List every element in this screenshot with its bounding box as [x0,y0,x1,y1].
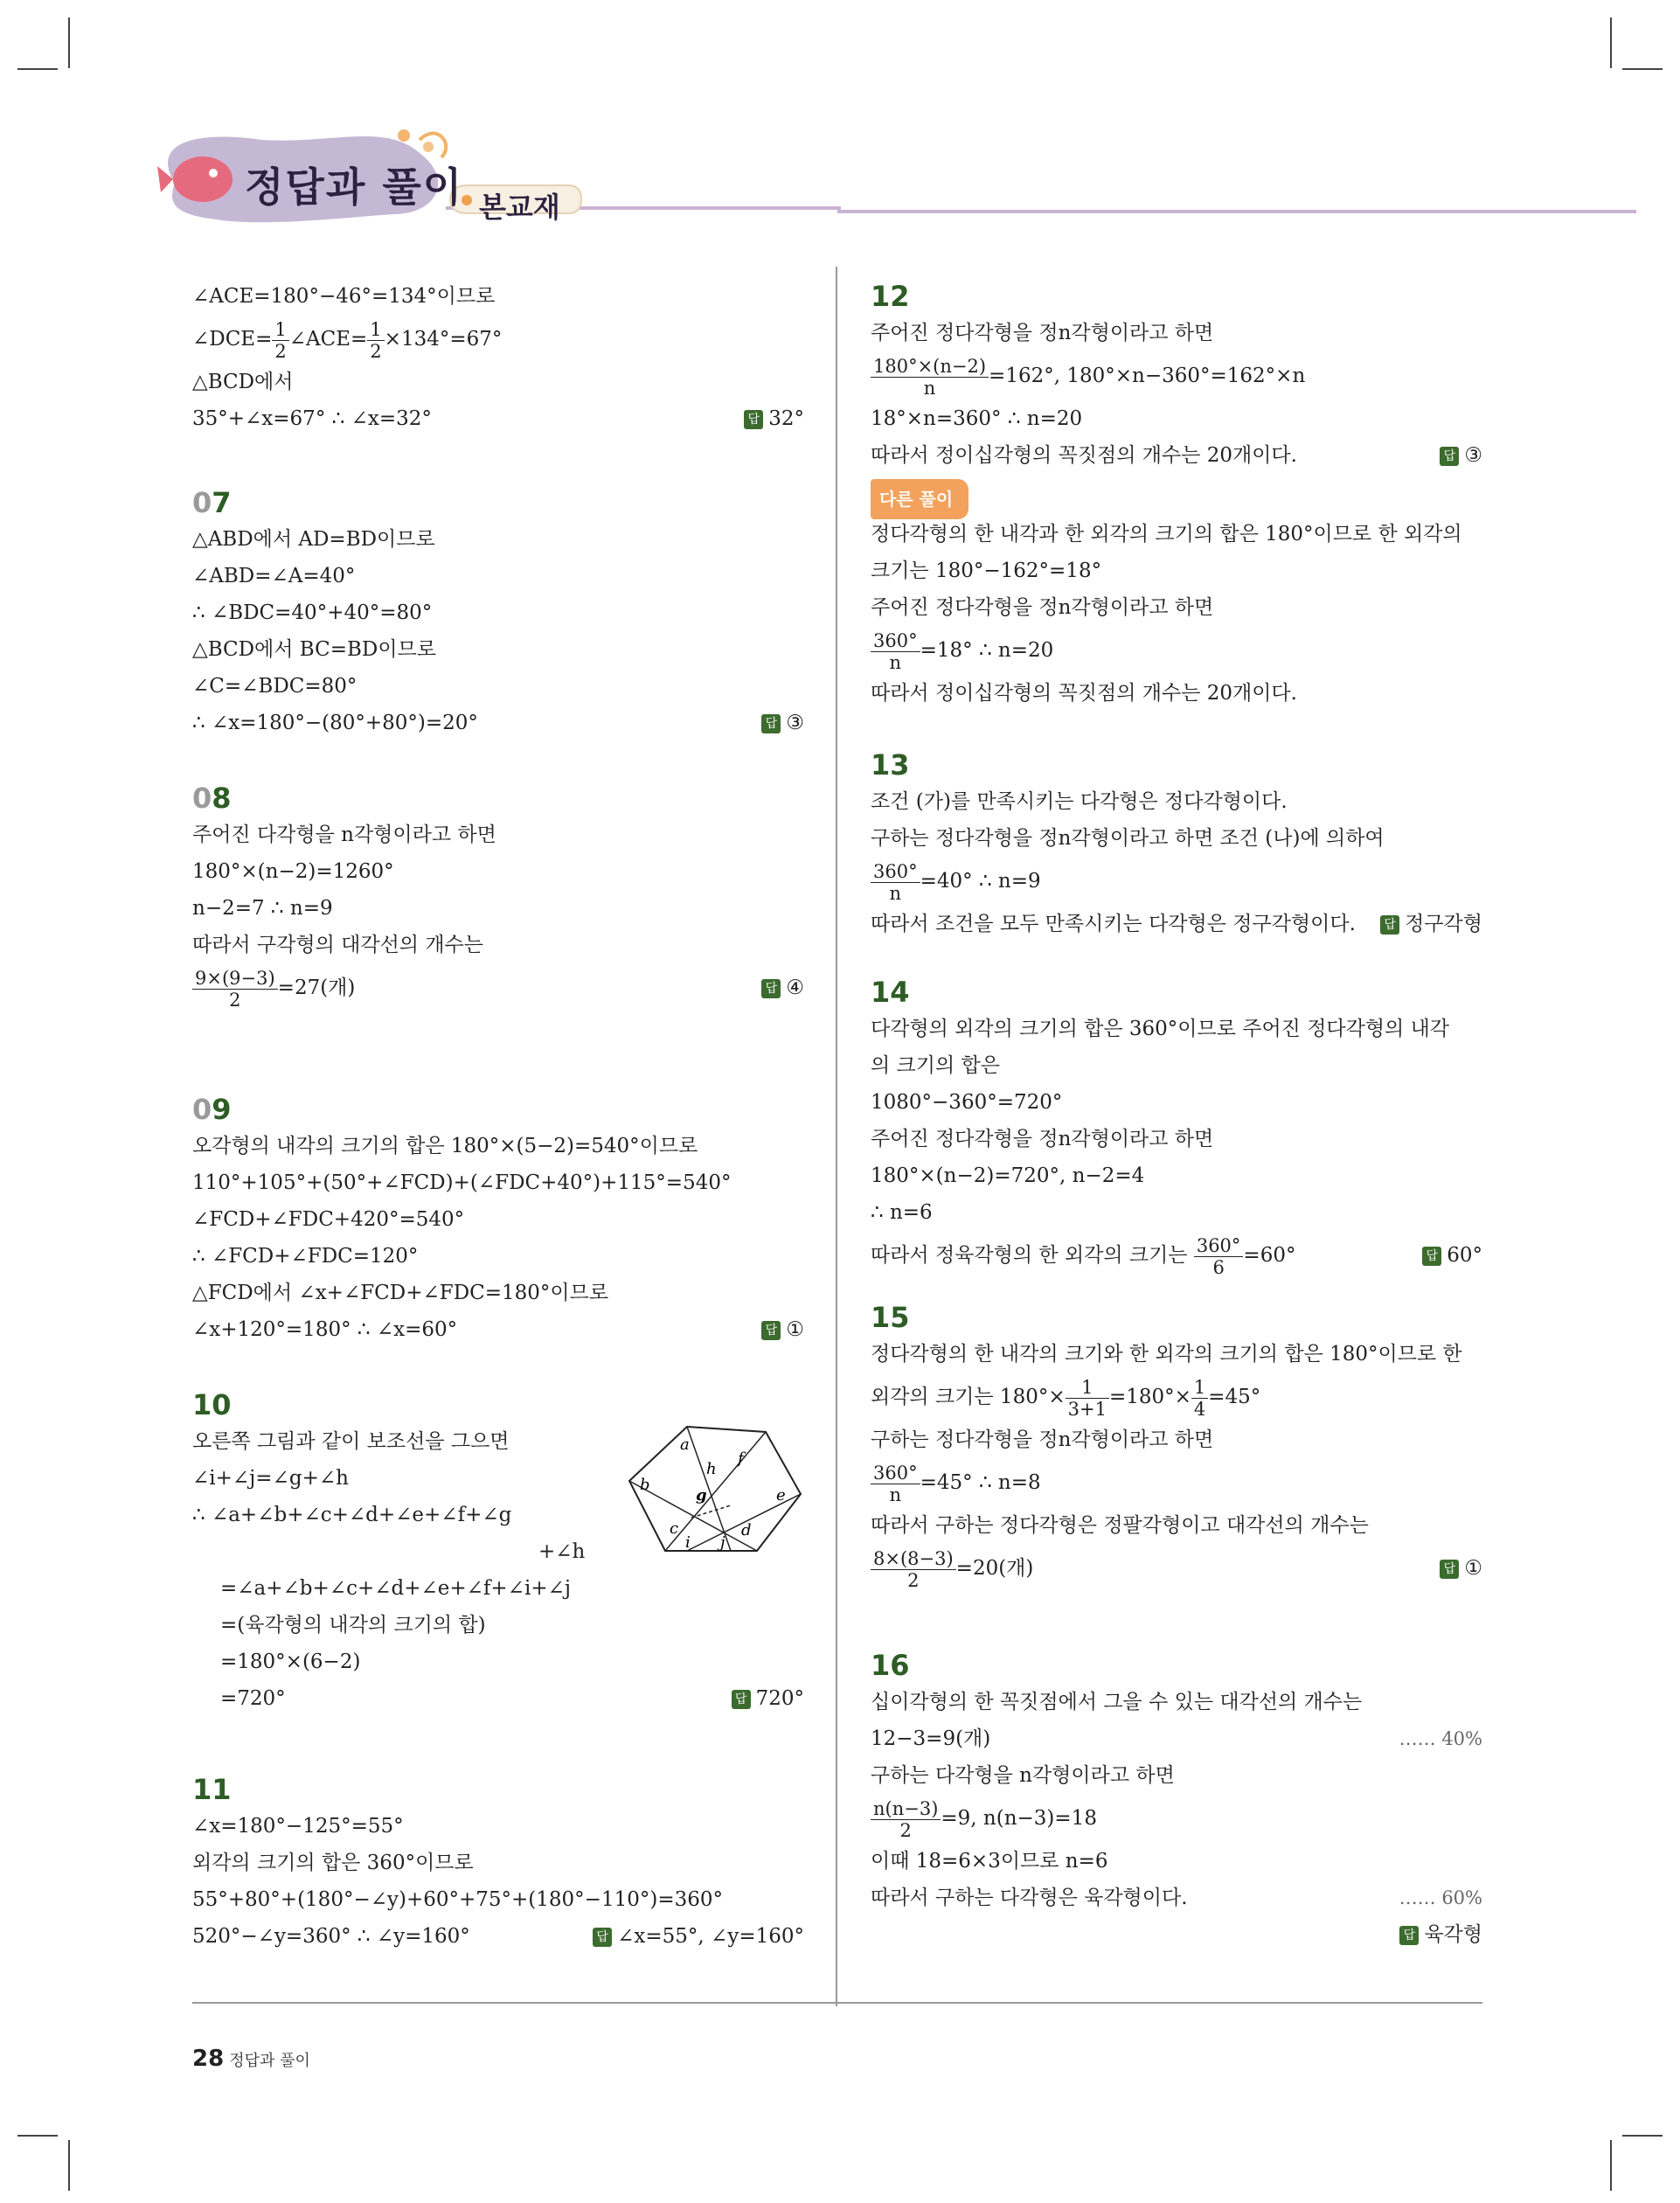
solution-line: 의 크기의 합은 [871,1054,1000,1077]
solution-line: $\frac{180^\circ\times(n-2)}{n}$ =162°, 180°×n−360°=162°×n [871,351,1482,400]
problem-number: 11 [192,1773,232,1806]
solution-line: 구하는 다각형을 n각형이라고 하면 [871,1764,1175,1787]
solution-line: ∠ABD=∠A=40° [192,565,356,587]
bottom-rule [192,2002,1482,2004]
fraction: $\frac{180^\circ\times(n-2)}{n}$ [871,356,989,399]
crop-mark [1622,2135,1663,2137]
angle-label: f [738,1449,744,1468]
answer-mark-icon: 답 [744,410,763,429]
solution-line: $\frac{n(n-3)}{2}$ =9, n(n−3)=18 [871,1794,1482,1843]
problem-11 [192,1771,804,1955]
solution-line: 다각형의 외각의 크기의 합은 360°이므로 주어진 정다각형의 내각 [871,1018,1450,1040]
crop-mark [68,2140,70,2191]
problem-16 [871,1647,1482,1953]
angle-label: b [640,1476,650,1494]
solution-line: 110°+105°+(50°+∠FCD)+(∠FDC+40°)+115°=540° [192,1171,732,1194]
solution-line: ∴ ∠x=180°−(80°+80°)=20° 답 ③ [192,705,804,741]
solution-line: 180°×(n−2)=720°, n−2=4 [871,1164,1145,1187]
page-number: 28 [192,2046,225,2072]
answer: 답 ① [1440,1544,1482,1593]
answer: 답 60° [1422,1231,1482,1280]
solution-line: $\frac{8\times(8-3)}{2}$ =20(개) 답 ① [871,1544,1482,1593]
fraction: $\frac{8\times(8-3)}{2}$ [871,1548,956,1591]
hexagon-outline [629,1427,801,1551]
angle-label: d [741,1521,752,1539]
solution-line: 따라서 정육각형의 한 외각의 크기는 $\frac{360^\circ}{6}$ =60° 답 60° [871,1231,1482,1280]
alt-solution-badge: 다른 풀이 [871,479,968,519]
fraction: $\frac{360^\circ}{n}$ [871,861,920,904]
fraction: $\frac{1}{3+1}$ [1066,1377,1109,1420]
solution-line: 따라서 정이십각형의 꼭짓점의 개수는 20개이다. [871,682,1297,705]
solution-line: 정다각형의 한 내각의 크기와 한 외각의 크기의 합은 180°이므로 한 [871,1343,1462,1366]
page-footer [192,2046,310,2072]
solution-line: 주어진 정다각형을 정n각형이라고 하면 [871,322,1214,344]
solution-line: =720° 답 720° [192,1680,804,1717]
answer-mark-icon: 답 [732,1690,751,1709]
problem-15 [871,1299,1482,1593]
answer: 답 정구각형 [1380,906,1482,942]
answer: 답 32° [744,400,804,437]
answer: 답 ∠x=55°, ∠y=160° [593,1918,804,1955]
solution-line: 따라서 구하는 다각형은 육각형이다. …… 60% [871,1880,1482,1916]
solution-line: 18°×n=360° ∴ n=20 [871,407,1083,430]
solution-line: 따라서 구각형의 대각선의 개수는 [192,934,483,956]
solution-line: 크기는 180°−162°=18° [871,559,1102,582]
angle-label: a [680,1435,690,1454]
fraction: $\frac{360^\circ}{n}$ [871,1463,920,1505]
alt-solution-label-row [871,479,1482,516]
problem-number: 12 [871,280,910,313]
solution-line: $\frac{360^\circ}{n}$ =45° ∴ n=8 [871,1458,1482,1507]
solution-line: 십이각형의 한 꼭짓점에서 그을 수 있는 대각선의 개수는 [871,1691,1363,1713]
problem-number: 08 [192,782,232,815]
solution-line: $\frac{360^\circ}{n}$ =40° ∴ n=9 [871,857,1482,906]
solution-line: ∴ ∠BDC=40°+40°=80° [192,601,433,624]
solution-line: 따라서 조건을 모두 만족시키는 다각형은 정구각형이다. 답 정구각형 [871,906,1482,942]
problem-number: 09 [192,1093,232,1126]
solution-line: 주어진 다각형을 n각형이라고 하면 [192,824,496,846]
solution-line: ∠i+∠j=∠g+∠h [192,1467,349,1490]
answer-mark-icon: 답 [1399,1926,1419,1945]
answer: 답 ③ [761,705,804,741]
problem-08 [192,780,804,1012]
answer: 답 720° [732,1680,804,1717]
solution-line: 외각의 크기의 합은 360°이므로 [192,1852,474,1874]
solution-line: ∠C=∠BDC=80° [192,675,358,698]
problem-13 [871,747,1482,942]
solution-line: 구하는 정다각형을 정n각형이라고 하면 [871,1428,1214,1451]
solution-line: =(육각형의 내각의 크기의 합) [220,1614,486,1637]
answer-mark-icon: 답 [761,979,781,998]
answer: 답 ③ [1440,437,1482,474]
solution-line: $\frac{360^\circ}{n}$ =18° ∴ n=20 [871,626,1482,675]
score-percent: …… 60% [1399,1887,1482,1908]
angle-label: g [696,1486,707,1505]
solution-line: ∴ ∠FCD+∠FDC=120° [192,1245,419,1268]
solution-line: $\frac{9\times(9-3)}{2}$ =27(개) 답 ④ [192,963,804,1012]
solution-line: 55°+80°+(180°−∠y)+60°+75°+(180°−110°)=360° [192,1888,723,1911]
page-title: 정답과 풀이 [245,163,464,211]
answer-mark-icon: 답 [1440,1560,1459,1579]
solution-line: ∠FCD+∠FDC+420°=540° [192,1208,465,1231]
solution-line: n−2=7 ∴ n=9 [192,897,333,920]
solution-line: 주어진 정다각형을 정n각형이라고 하면 [871,1128,1214,1150]
fraction: $\frac{360^\circ}{6}$ [1194,1235,1244,1278]
solution-line: 180°×(n−2)=1260° [192,860,394,883]
column-divider [836,267,837,2006]
fraction: $\frac{1}{2}$ [272,319,288,362]
solution-line: 35°+∠x=67° ∴ ∠x=32° 답 32° [192,400,804,437]
solution-line: 오른쪽 그림과 같이 보조선을 그으면 [192,1430,510,1453]
solution-line: △BCD에서 BC=BD이므로 [192,638,436,661]
hexagon-figure [626,1420,804,1564]
page-header [0,0,1680,262]
problem-number: 15 [871,1301,910,1334]
solution-line: 구하는 정다각형을 정n각형이라고 하면 조건 (나)에 의하여 [871,827,1385,850]
answer-mark-icon: 답 [1440,447,1459,466]
solution-line: ∠x=180°−125°=55° [192,1815,404,1838]
solution-line: △ABD에서 AD=BD이므로 [192,528,435,551]
fraction: $\frac{n(n-3)}{2}$ [871,1798,941,1841]
solution-line: ∠x+120°=180° ∴ ∠x=60° 답 ① [192,1311,804,1348]
solution-line: 520°−∠y=360° ∴ ∠y=160° 답 ∠x=55°, ∠y=160° [192,1918,804,1955]
answer-mark-icon: 답 [761,1321,781,1340]
solution-line: 따라서 구하는 정다각형은 정팔각형이고 대각선의 개수는 [871,1514,1369,1537]
fraction: $\frac{1}{2}$ [367,319,384,362]
solution-line: △FCD에서 ∠x+∠FCD+∠FDC=180°이므로 [192,1282,609,1304]
problem-06-continued [192,278,804,437]
crop-mark [17,2135,58,2137]
solution-line: 오각형의 내각의 크기의 합은 180°×(5−2)=540°이므로 [192,1135,698,1157]
problem-07 [192,484,804,741]
solution-line: ∴ ∠a+∠b+∠c+∠d+∠e+∠f+∠g [192,1504,512,1526]
fish-mascot-icon [173,156,233,202]
problem-number: 14 [871,976,910,1009]
answer-mark-icon: 답 [761,714,781,733]
solution-line: =180°×(6−2) [220,1651,361,1673]
footer-label: 정답과 풀이 [229,2052,310,2070]
section-tag: 본교재 [479,191,560,224]
problem-number: 13 [871,748,910,782]
fraction: $\frac{9\times(9-3)}{2}$ [192,968,278,1011]
crop-mark [1610,2140,1612,2191]
solution-line: 조건 (가)를 만족시키는 다각형은 정다각형이다. [871,790,1288,813]
solution-line: ∠ACE=180°−46°=134°이므로 [192,285,496,308]
solution-line: ∠DCE= $\frac{1}{2}$ ∠ACE= $\frac{1}{2}$ ×134°=67° [192,318,503,362]
fraction: $\frac{1}{4}$ [1191,1377,1208,1420]
answer-mark-icon: 답 [593,1928,612,1947]
fish-eye [209,169,218,177]
problem-09 [192,1091,804,1348]
solution-line: ∴ n=6 [871,1201,933,1224]
header-decoration [0,0,1680,262]
solution-line: 1080°−360°=720° [871,1091,1063,1114]
problem-10 [192,1386,804,1717]
answer-mark-icon: 답 [1380,915,1399,935]
auxiliary-line [691,1505,731,1518]
score-percent: …… 40% [1399,1728,1482,1749]
problem-number: 16 [871,1649,910,1682]
answer: 답 육각형 [1399,1916,1482,1953]
solution-line: 정다각형의 한 내각과 한 외각의 크기의 합은 180°이므로 한 외각의 [871,523,1462,546]
problem-12 [871,278,1482,712]
header-rule [446,208,1636,212]
solution-line: =∠a+∠b+∠c+∠d+∠e+∠f+∠i+∠j [220,1577,571,1600]
problem-14 [871,974,1482,1280]
solution-line: +∠h [538,1540,586,1563]
problem-number: 07 [192,486,232,519]
angle-label: i [685,1533,691,1552]
angle-label: j [720,1533,725,1552]
solution-line: 이때 18=6×3이므로 n=6 [871,1850,1108,1873]
leaf-deco [398,129,410,142]
answer-mark-icon: 답 [1422,1247,1441,1266]
solution-line: 외각의 크기는 180°× $\frac{1}{3+1}$ =180°× $\frac{1}{4}$ =45° [871,1376,1261,1420]
solution-line: 주어진 정다각형을 정n각형이라고 하면 [871,596,1214,619]
solution-line: 12−3=9(개) …… 40% [871,1720,1482,1757]
angle-label: h [706,1460,717,1478]
leaf-deco [423,142,434,152]
fraction: $\frac{360^\circ}{n}$ [871,630,920,673]
angle-label: e [776,1486,786,1505]
solution-line: △BCD에서 [192,371,294,393]
problem-number: 10 [192,1388,232,1421]
answer: 답 ① [761,1311,804,1348]
solution-line [871,1916,1482,1953]
solution-line: 따라서 정이십각형의 꼭짓점의 개수는 20개이다. 답 ③ [871,437,1482,474]
angle-label: c [670,1519,679,1538]
answer: 답 ④ [761,963,804,1012]
